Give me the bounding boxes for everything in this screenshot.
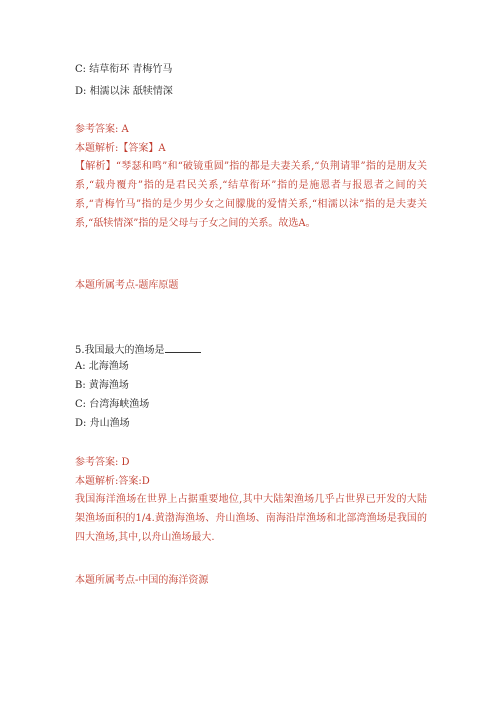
q5-explanation-body: 我国海洋渔场在世界上占据重要地位,其中大陆架渔场几乎占世界已开发的大陆架渔场面积的1/4.黄渤海渔场、舟山渔场、南海沿岸渔场和北部湾渔场是我国的四大渔场,其中,以舟山渔场最大. bbox=[75, 494, 427, 543]
q5-option-d: D: 舟山渔场 bbox=[75, 418, 130, 429]
q5-question bbox=[75, 343, 201, 356]
q5-option-a: A: 北海渔场 bbox=[75, 361, 129, 372]
q5-option-c: C: 台湾海峡渔场 bbox=[75, 399, 150, 410]
q4-explanation-header: 本题解析:【答案】A bbox=[75, 143, 166, 154]
q5-reference-answer: 参考答案: D bbox=[75, 457, 130, 468]
q5-question-text: 5.我国最大的渔场是 bbox=[75, 345, 165, 356]
q4-option-d: D: 相濡以沫 舐犊情深 bbox=[75, 86, 173, 97]
q4-reference-answer: 参考答案: A bbox=[75, 124, 129, 135]
answer-blank bbox=[165, 343, 201, 353]
q5-explanation-header: 本题解析:答案:D bbox=[75, 476, 150, 487]
q4-option-c: C: 结草衔环 青梅竹马 bbox=[75, 64, 173, 75]
q5-topic: 本题所属考点-中国的海洋资源 bbox=[75, 575, 209, 586]
q4-topic: 本题所属考点-题库原题 bbox=[75, 280, 179, 291]
q5-option-b: B: 黄海渔场 bbox=[75, 380, 129, 391]
q4-explanation-body: 【解析】“琴瑟和鸣”和“破镜重圆”指的都是夫妻关系,“负荆请罪”指的是朋友关系,“载舟覆舟”指的是君民关系,“结草衔环”指的是施恩者与报恩者之间的关系,“青梅竹马”指的是少男少女之间朦胧的爱情关系,“相濡以沫”指的是夫妻关系,“舐犊情深”指的是父母与子女之间的关系。故选A。 bbox=[75, 161, 427, 229]
